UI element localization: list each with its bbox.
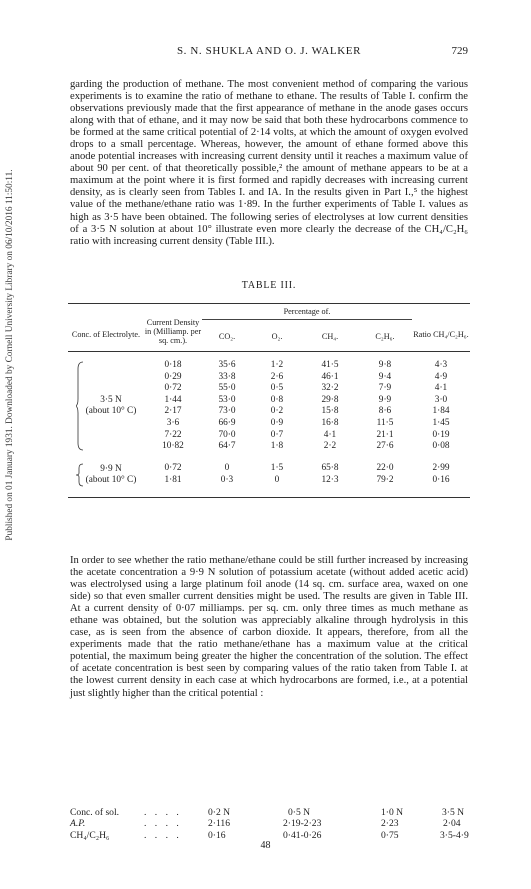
cell: 2·6 <box>270 371 284 382</box>
comparison-value: 3·5-4·9 <box>440 829 469 841</box>
comparison-value: 0·75 <box>381 829 399 841</box>
brace-icon <box>76 361 84 451</box>
cell: 1·45 <box>432 417 450 428</box>
cell: 55·0 <box>218 383 236 394</box>
cell: 9·8 <box>378 360 392 370</box>
cell: 32·2 <box>321 383 339 394</box>
cell: 8·6 <box>378 406 392 417</box>
cell: 9·4 <box>378 371 392 382</box>
cell: 7·9 <box>378 383 392 394</box>
cell: 66·9 <box>218 417 236 428</box>
brace-icon <box>76 463 84 487</box>
cell: 35·6 <box>218 360 236 370</box>
group-1-sublabel: (about 10° C) <box>85 406 137 417</box>
comparison-value: 0·2 N <box>208 807 231 818</box>
comparison-value: 1·0 N <box>381 807 404 818</box>
comparison-label: CH₄/C₂H₆ <box>70 829 110 841</box>
cell: 0·19 <box>432 429 450 440</box>
cell: 70·0 <box>218 429 236 440</box>
comparison-value: 0·16 <box>208 829 226 841</box>
comparison-value: 2·04 <box>443 818 461 830</box>
leader-dots: . . . . <box>144 807 182 818</box>
comparison-value: 2·116 <box>208 818 231 830</box>
paragraph-intro: garding the production of methane. The most convenient method of comparing the various experiments is to examine the ratio of methane to ethane. The results of Table I. confirm the observations previously made that the first appearance of methane in the anode gases occurs along with that of ethane, and it may now be said that both these hydrocarbons commence to be formed at the same critical potential of 2·14 volts, at which the amount of oxygen evolved drops to a small percentage. Whereas, however, the amount of ethane formed above this anode potential increases with increasing current density until it reaches a maximum value of about 90 per cent. of that theoretically possible,² the amount of methane appears to be at a maximum at the point where it is first formed and rapidly decreases with increasing current density, as is clearly seen from Tables I. and IA. In the results given in Part I.,⁵ the highest value of the methane/ethane ratio was 1·89. In the further experiments of Table I. values as high as 3·5 have been obtained. The following series of electrolyses at low current densities of a 3·5 N solution at about 10° illustrate even more clearly the decrease of the CH₄/C₂H₆ ratio with increasing current density (Table III.). <box>70 79 468 247</box>
cell: 46·1 <box>321 371 339 382</box>
cell: 2·17 <box>164 406 182 417</box>
cell: 0·16 <box>432 474 450 485</box>
cell: 0·72 <box>164 383 182 394</box>
table-row <box>68 463 470 475</box>
comparison-table <box>70 807 468 841</box>
cell: 1·84 <box>432 406 450 417</box>
cell: 10·82 <box>162 441 184 452</box>
cell: 11·5 <box>376 417 394 428</box>
cell: 79·2 <box>376 474 394 485</box>
running-head <box>70 45 468 61</box>
cell: 0 <box>224 462 230 473</box>
cell: 3·0 <box>434 394 448 405</box>
cell: 0·9 <box>270 417 284 428</box>
cell: 0·5 <box>270 383 284 394</box>
leader-dots: . . . . <box>144 818 182 830</box>
cell: 4·9 <box>434 371 448 382</box>
comparison-value: 0·41-0·26 <box>283 829 322 841</box>
header-o2: O₂. <box>252 320 302 352</box>
cell: 53·0 <box>218 394 236 405</box>
cell: 16·8 <box>321 417 339 428</box>
comparison-value: 2·19-2·23 <box>283 818 322 830</box>
table-header-row <box>68 307 470 320</box>
group-2-sublabel: (about 10° C) <box>85 474 137 485</box>
provenance-text: Published on 01 January 1931. Downloaded by Cornell University Library on 06/10/2016 11:50:11. <box>5 169 15 541</box>
cell: 29·8 <box>321 394 339 405</box>
header-ch4: CH₄. <box>302 320 358 352</box>
provenance-watermark <box>0 40 20 680</box>
cell: 2·99 <box>432 462 450 473</box>
comparison-label: Conc. of sol. <box>70 807 120 818</box>
cell: 0·18 <box>164 360 182 370</box>
cell: 1·2 <box>270 360 284 370</box>
cell: 0·29 <box>164 371 182 382</box>
cell: 1·5 <box>270 462 284 473</box>
header-co2: CO₂. <box>202 320 252 352</box>
cell: 73·0 <box>218 406 236 417</box>
header-current-density: Current Density in (Milliamp. per sq. cm.). <box>144 318 202 345</box>
comparison-value: 0·5 N <box>288 807 311 818</box>
cell: 41·5 <box>321 360 339 370</box>
cell: 1·81 <box>164 474 182 485</box>
comparison-value: 2·23 <box>381 818 399 830</box>
table-title: TABLE III. <box>241 280 297 291</box>
cell: 0·8 <box>270 394 284 405</box>
group-label-cell <box>68 463 144 487</box>
cell: 7·22 <box>164 429 182 440</box>
group-label-cell <box>68 360 144 453</box>
page-number: 729 <box>451 45 468 57</box>
cell: 9·9 <box>378 394 392 405</box>
leader-dots: . . . . <box>144 829 182 841</box>
cell: 0·7 <box>270 429 284 440</box>
cell: 65·8 <box>321 462 339 473</box>
cell: 33·8 <box>218 371 236 382</box>
cell: 3·6 <box>166 417 180 428</box>
comparison-row <box>70 807 468 818</box>
cell: 21·1 <box>376 429 394 440</box>
cell: 64·7 <box>218 441 236 452</box>
footer-number: 48 <box>260 840 271 851</box>
cell: 0 <box>274 474 280 485</box>
table-iii <box>68 303 470 498</box>
group-1-label: 3·5 N <box>100 395 122 406</box>
cell: 1·8 <box>270 441 284 452</box>
header-c2h6: C₂H₆. <box>358 320 412 352</box>
comparison-label: A.P. <box>70 818 86 830</box>
running-head-authors: S. N. SHUKLA AND O. J. WALKER <box>176 45 362 57</box>
cell: 15·8 <box>321 406 339 417</box>
header-percentage: Percentage of. <box>283 307 331 316</box>
group-2-label: 9·9 N <box>100 463 122 474</box>
cell: 0·3 <box>220 474 234 485</box>
table-row <box>68 360 470 372</box>
paragraph-discussion: In order to see whether the ratio methane/ethane could be still further increased by increasing the acetate concentration a 9·9 N solution of potassium acetate (without added acetic acid) was electrolysed using a large platinum foil anode (14 sq. cm. surface area, waxed on one side) so that even smaller current densities might be used. The results are given in Table III. At a current density of 0·07 milliamps. per sq. cm. only three times as much methane as ethane was obtained, but the solution was appreciably alkaline through hydrolysis in this case, as is seen from the absence of carbon dioxide. It appears, therefore, from all the experiments made that the ratio methane/ethane has a maximum value at the critical potential, the maximum being greater the higher the concentration of the solution. The effect of acetate concentration is best seen by comparing values of the ratio taken from Table I. at the lowest current density in each case at which hydrocarbons are formed, i.e., at a potential just slightly higher than the critical potential : <box>70 555 468 699</box>
cell: 4·1 <box>434 383 448 394</box>
cell: 0·08 <box>432 441 450 452</box>
comparison-value: 3·5 N <box>442 807 465 818</box>
cell: 4·3 <box>434 360 448 370</box>
comparison-row <box>70 818 468 829</box>
cell: 12·3 <box>321 474 339 485</box>
cell: 2·2 <box>323 441 337 452</box>
cell: 0·72 <box>164 462 182 473</box>
cell: 1·44 <box>164 394 182 405</box>
cell: 0·2 <box>270 406 284 417</box>
cell: 27·6 <box>376 441 394 452</box>
header-conc: Conc. of Electrolyte. <box>71 330 141 339</box>
cell: 22·0 <box>376 462 394 473</box>
header-ratio: Ratio CH₄/C₂H₆. <box>413 330 469 339</box>
cell: 4·1 <box>323 429 337 440</box>
